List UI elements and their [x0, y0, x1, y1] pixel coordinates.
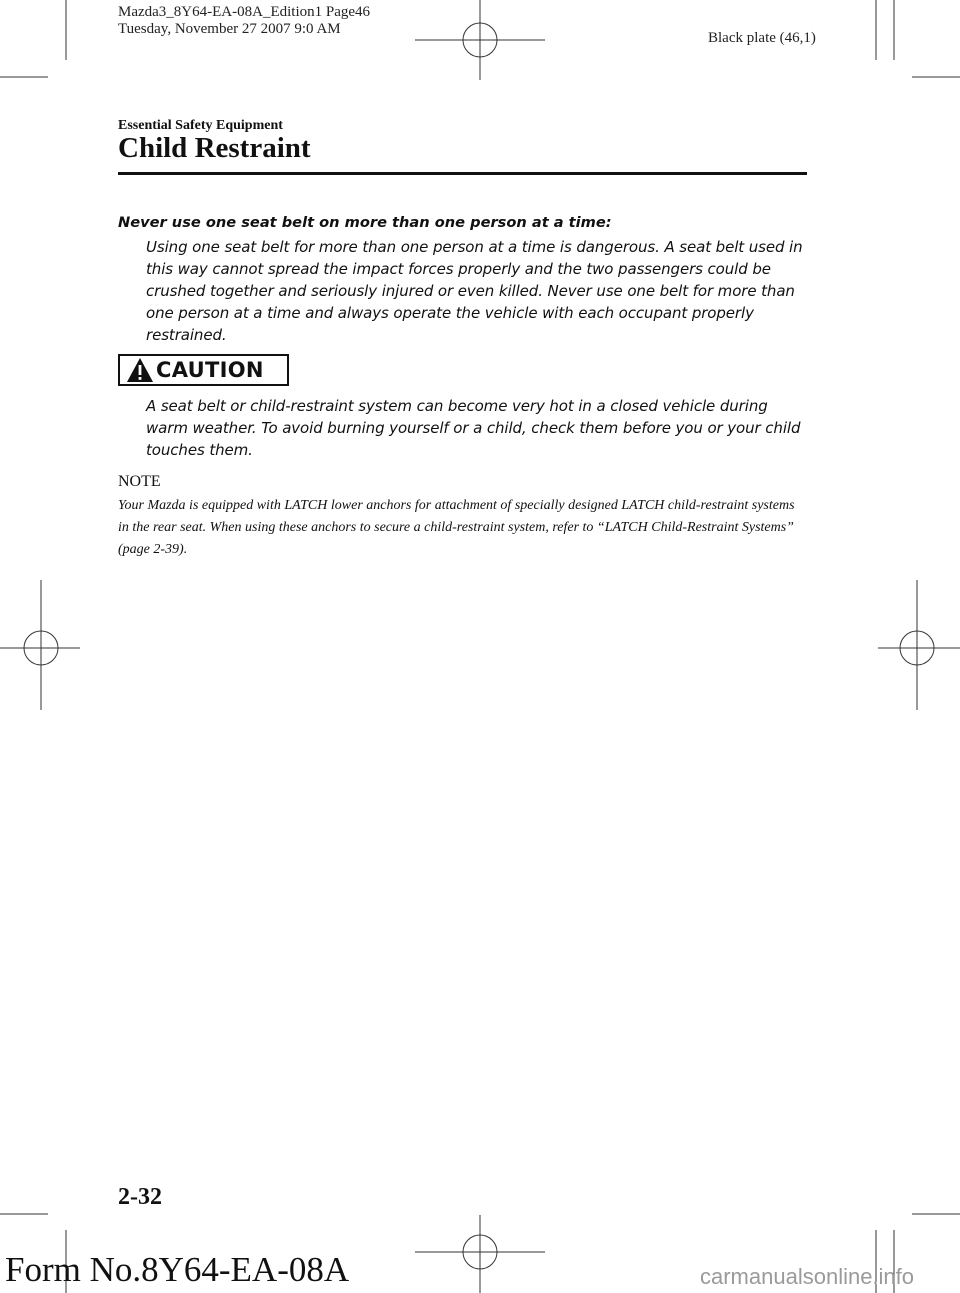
plate-label: Black plate (46,1)	[708, 30, 816, 46]
page-number: 2-32	[118, 1184, 162, 1210]
print-info	[118, 4, 370, 38]
warning-body: Using one seat belt for more than one person at a time is dangerous. A seat belt used in this way cannot spread the impact forces properly and the two passengers could be crushed together and seriously injured or even killed. Never use one belt for more than one person at a time and always operate the vehicle with each occupant properly restrained.	[146, 238, 803, 344]
caution-badge	[118, 354, 289, 386]
print-info-date: Tuesday, November 27 2007 9:0 AM	[118, 21, 341, 37]
watermark: carmanualsonline.info	[700, 1264, 915, 1289]
section-label: Essential Safety Equipment	[118, 118, 283, 133]
page-title: Child Restraint	[118, 132, 311, 164]
caution-body: A seat belt or child-restraint system can become very hot in a closed vehicle during warm weather. To avoid burning yourself or a child, check them before you or your child touches them.	[146, 397, 801, 459]
note-body: Your Mazda is equipped with LATCH lower anchors for attachment of specially designed LATCH child-restraint systems in the rear seat. When using these anchors to secure a child-restraint system, refer to “LATCH Child-Restraint Systems” (page 2-39).	[118, 498, 795, 557]
form-number: Form No.8Y64-EA-08A	[5, 1250, 350, 1289]
caution-label: CAUTION	[156, 358, 264, 382]
warning-triangle-icon	[126, 357, 154, 383]
note-heading: NOTE	[118, 473, 161, 490]
print-info-file: Mazda3_8Y64-EA-08A_Edition1 Page46	[118, 4, 371, 20]
title-rule	[118, 172, 807, 175]
warning-heading: Never use one seat belt on more than one person at a time:	[118, 214, 612, 231]
